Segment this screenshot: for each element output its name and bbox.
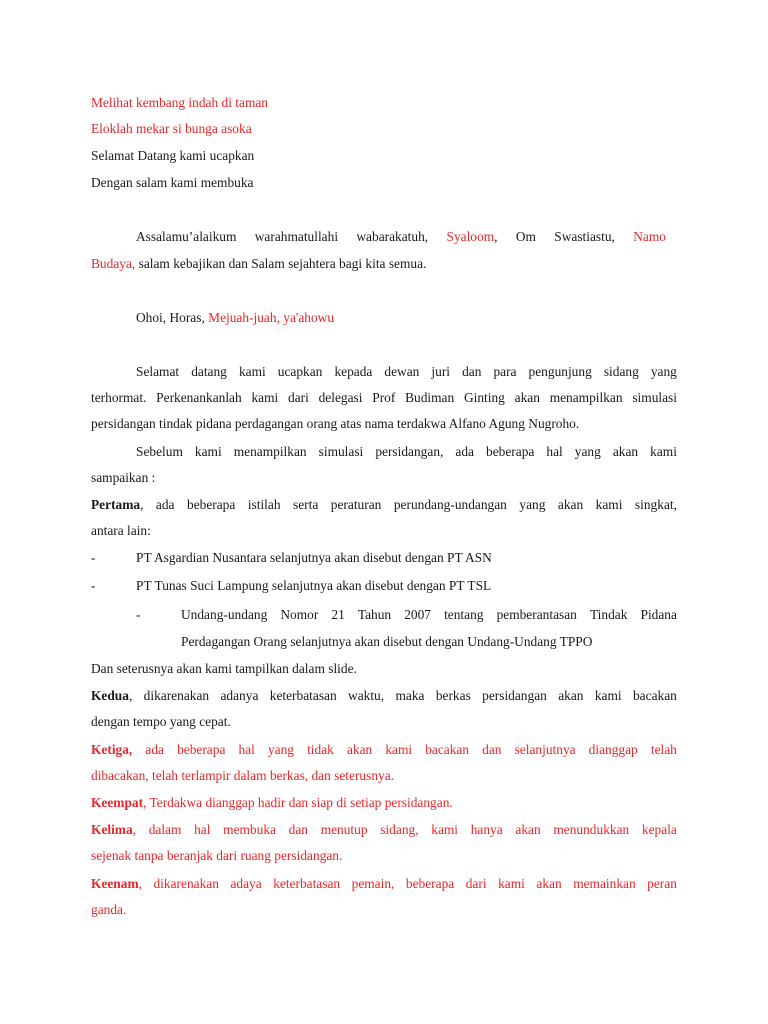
word: dan [288, 822, 308, 837]
word: perundang-undangan [393, 497, 507, 512]
list-dash: - [136, 607, 141, 622]
word: terhormat. [91, 390, 147, 405]
word: sidang [603, 364, 639, 379]
word: akan [558, 688, 584, 703]
greeting-line-2: Budaya, salam kebajikan dan Salam sejahtera bagi kita semua. [91, 256, 427, 271]
list-item-2: PT Tunas Suci Lampung selanjutnya akan disebut dengan PT TSL [136, 578, 492, 593]
word: dan [462, 364, 482, 379]
word: kami [498, 876, 525, 891]
word: dan [482, 742, 502, 757]
greeting-word: Om [515, 229, 536, 244]
word: Budiman [405, 390, 455, 405]
word: kami [431, 822, 459, 837]
word: menampilkan [233, 444, 307, 459]
word: pemain, [351, 876, 395, 891]
keenam-line-1 [91, 875, 677, 893]
word: Prof [372, 390, 396, 405]
greeting-word: wabarakatuh, [356, 229, 429, 244]
greeting-word: Assalamu’alaikum [136, 229, 237, 244]
pantun-line-1: Melihat kembang indah di taman [91, 95, 269, 110]
word: hal [194, 822, 211, 837]
pertama-line-2: antara lain: [91, 523, 151, 538]
word: hal [238, 742, 255, 757]
greeting-syaloom: Syaloom, [446, 229, 498, 244]
word: Ginting [463, 390, 505, 405]
word: simulasi [318, 444, 364, 459]
word: ada [155, 497, 175, 512]
list-dash: - [91, 578, 96, 593]
section-label: Kedua [91, 688, 129, 703]
word: persidangan [482, 688, 547, 703]
word: dianggap [588, 742, 638, 757]
word: berkas [435, 688, 471, 703]
word: ada [455, 444, 474, 459]
word: bacakan [632, 688, 677, 703]
word: Tindak [589, 607, 628, 622]
word: Sebelum [136, 444, 183, 459]
ohoi-line: Ohoi, Horas, Mejuah-juah, ya'ahowu [136, 310, 335, 325]
section-label: Keenam [91, 876, 139, 891]
word: Keenam, [91, 876, 142, 891]
word: serta [293, 497, 319, 512]
word: yang [267, 742, 294, 757]
word: kami [251, 390, 279, 405]
word: beberapa [187, 497, 236, 512]
word: kami [385, 742, 413, 757]
welcome-line-1 [136, 363, 677, 381]
greeting-word: warahmatullahi [254, 229, 339, 244]
greeting-namo: Namo [633, 229, 666, 244]
word: juri [431, 364, 451, 379]
word: hal [546, 444, 563, 459]
word: Tahun [357, 607, 392, 622]
word: pengunjung [528, 364, 592, 379]
word: dari [465, 876, 487, 891]
ketiga-line-2: dibacakan, telah terlampir dalam berkas, dan seterusnya. [91, 768, 395, 783]
word: Pertama, [91, 497, 144, 512]
word: persidangan, [375, 444, 444, 459]
word: dewan [384, 364, 420, 379]
word: hanya [470, 822, 503, 837]
seterusnya-line: Dan seterusnya akan kami tampilkan dalam slide. [91, 661, 357, 676]
word: ada [145, 742, 164, 757]
list-dash: - [91, 550, 96, 565]
word: maka [395, 688, 425, 703]
before-line-1 [136, 443, 677, 461]
kelima-line-1 [91, 821, 677, 839]
keenam-line-2: ganda. [91, 902, 127, 917]
word: kami [650, 444, 677, 459]
list-item-3-line-1 [181, 606, 677, 624]
word: delegasi [318, 390, 363, 405]
word: beberapa [486, 444, 535, 459]
word: dikarenakan [143, 688, 210, 703]
pantun-line-3: Selamat Datang kami ucapkan [91, 148, 255, 163]
word: Undang-undang [181, 607, 268, 622]
word: Kedua, [91, 688, 133, 703]
word: peraturan [330, 497, 382, 512]
pertama-line-1 [91, 496, 677, 514]
kelima-line-2: sejenak tanpa beranjak dari ruang persidangan. [91, 848, 343, 863]
word: kami [194, 444, 222, 459]
list-item-1: PT Asgardian Nusantara selanjutnya akan disebut dengan PT ASN [136, 550, 492, 565]
word: simulasi [632, 390, 677, 405]
word: peran [647, 876, 677, 891]
pantun-line-2: Eloklah mekar si bunga asoka [91, 121, 252, 136]
word: kami [595, 497, 623, 512]
word: yang [574, 444, 601, 459]
word: singkat, [634, 497, 677, 512]
section-label: Kelima [91, 822, 133, 837]
word: pemberantasan [496, 607, 577, 622]
word: adanya [220, 688, 259, 703]
word: adaya [230, 876, 262, 891]
word: kami [594, 688, 622, 703]
ketiga-line-1 [91, 741, 677, 759]
word: ucapkan [277, 364, 323, 379]
section-label: Ketiga, [91, 742, 133, 757]
section-label-wrap [91, 741, 132, 759]
word: keterbatasan [273, 876, 341, 891]
word: membuka [223, 822, 276, 837]
word: tentang [444, 607, 484, 622]
word: beberapa [405, 876, 455, 891]
word: kami [238, 364, 266, 379]
word: waktu, [348, 688, 385, 703]
word: akan [557, 497, 584, 512]
word: Selamat [136, 364, 180, 379]
kedua-line-1 [91, 687, 677, 705]
word: bacakan [425, 742, 470, 757]
welcome-line-2 [91, 389, 677, 407]
word: akan [514, 390, 540, 405]
section-label: Pertama [91, 497, 141, 512]
welcome-line-3: persidangan tindak pidana perdagangan orang atas nama terdakwa Alfano Agung Nugroho. [91, 416, 580, 431]
word: dalam [148, 822, 182, 837]
word: datang [191, 364, 227, 379]
word: istilah [247, 497, 281, 512]
word: telah [650, 742, 677, 757]
word: Kelima, [91, 822, 137, 837]
greeting-word: Swastiastu, [554, 229, 615, 244]
word: kepada [334, 364, 373, 379]
word: akan [536, 876, 562, 891]
keempat-line: Keempat, Terdakwa dianggap hadir dan siap di setiap persidangan. [91, 795, 453, 810]
word: akan [612, 444, 639, 459]
kedua-line-2: dengan tempo yang cepat. [91, 714, 231, 729]
word: beberapa [177, 742, 226, 757]
word: menutup [320, 822, 368, 837]
before-line-2: sampaikan : [91, 470, 156, 485]
word: memainkan [573, 876, 636, 891]
word: tidak [307, 742, 334, 757]
word: yang [519, 497, 546, 512]
word: dikarenakan [153, 876, 219, 891]
word: para [493, 364, 517, 379]
word: sidang, [380, 822, 419, 837]
word: menundukkan [553, 822, 630, 837]
word: 2007 [404, 607, 431, 622]
pantun-line-4: Dengan salam kami membuka [91, 175, 254, 190]
word: dari [288, 390, 309, 405]
word: yang [650, 364, 677, 379]
word: akan [346, 742, 373, 757]
word: kepala [641, 822, 677, 837]
word: Perkenankanlah [156, 390, 242, 405]
word: Pidana [640, 607, 677, 622]
word: menampilkan [549, 390, 623, 405]
greeting-line-1 [136, 228, 666, 246]
word: selanjutnya [514, 742, 576, 757]
list-item-3-line-2: Perdagangan Orang selanjutnya akan disebut dengan Undang-Undang TPPO [181, 634, 593, 649]
word: 21 [331, 607, 345, 622]
word: akan [515, 822, 541, 837]
word: Nomor [280, 607, 319, 622]
word: keterbatasan [269, 688, 337, 703]
